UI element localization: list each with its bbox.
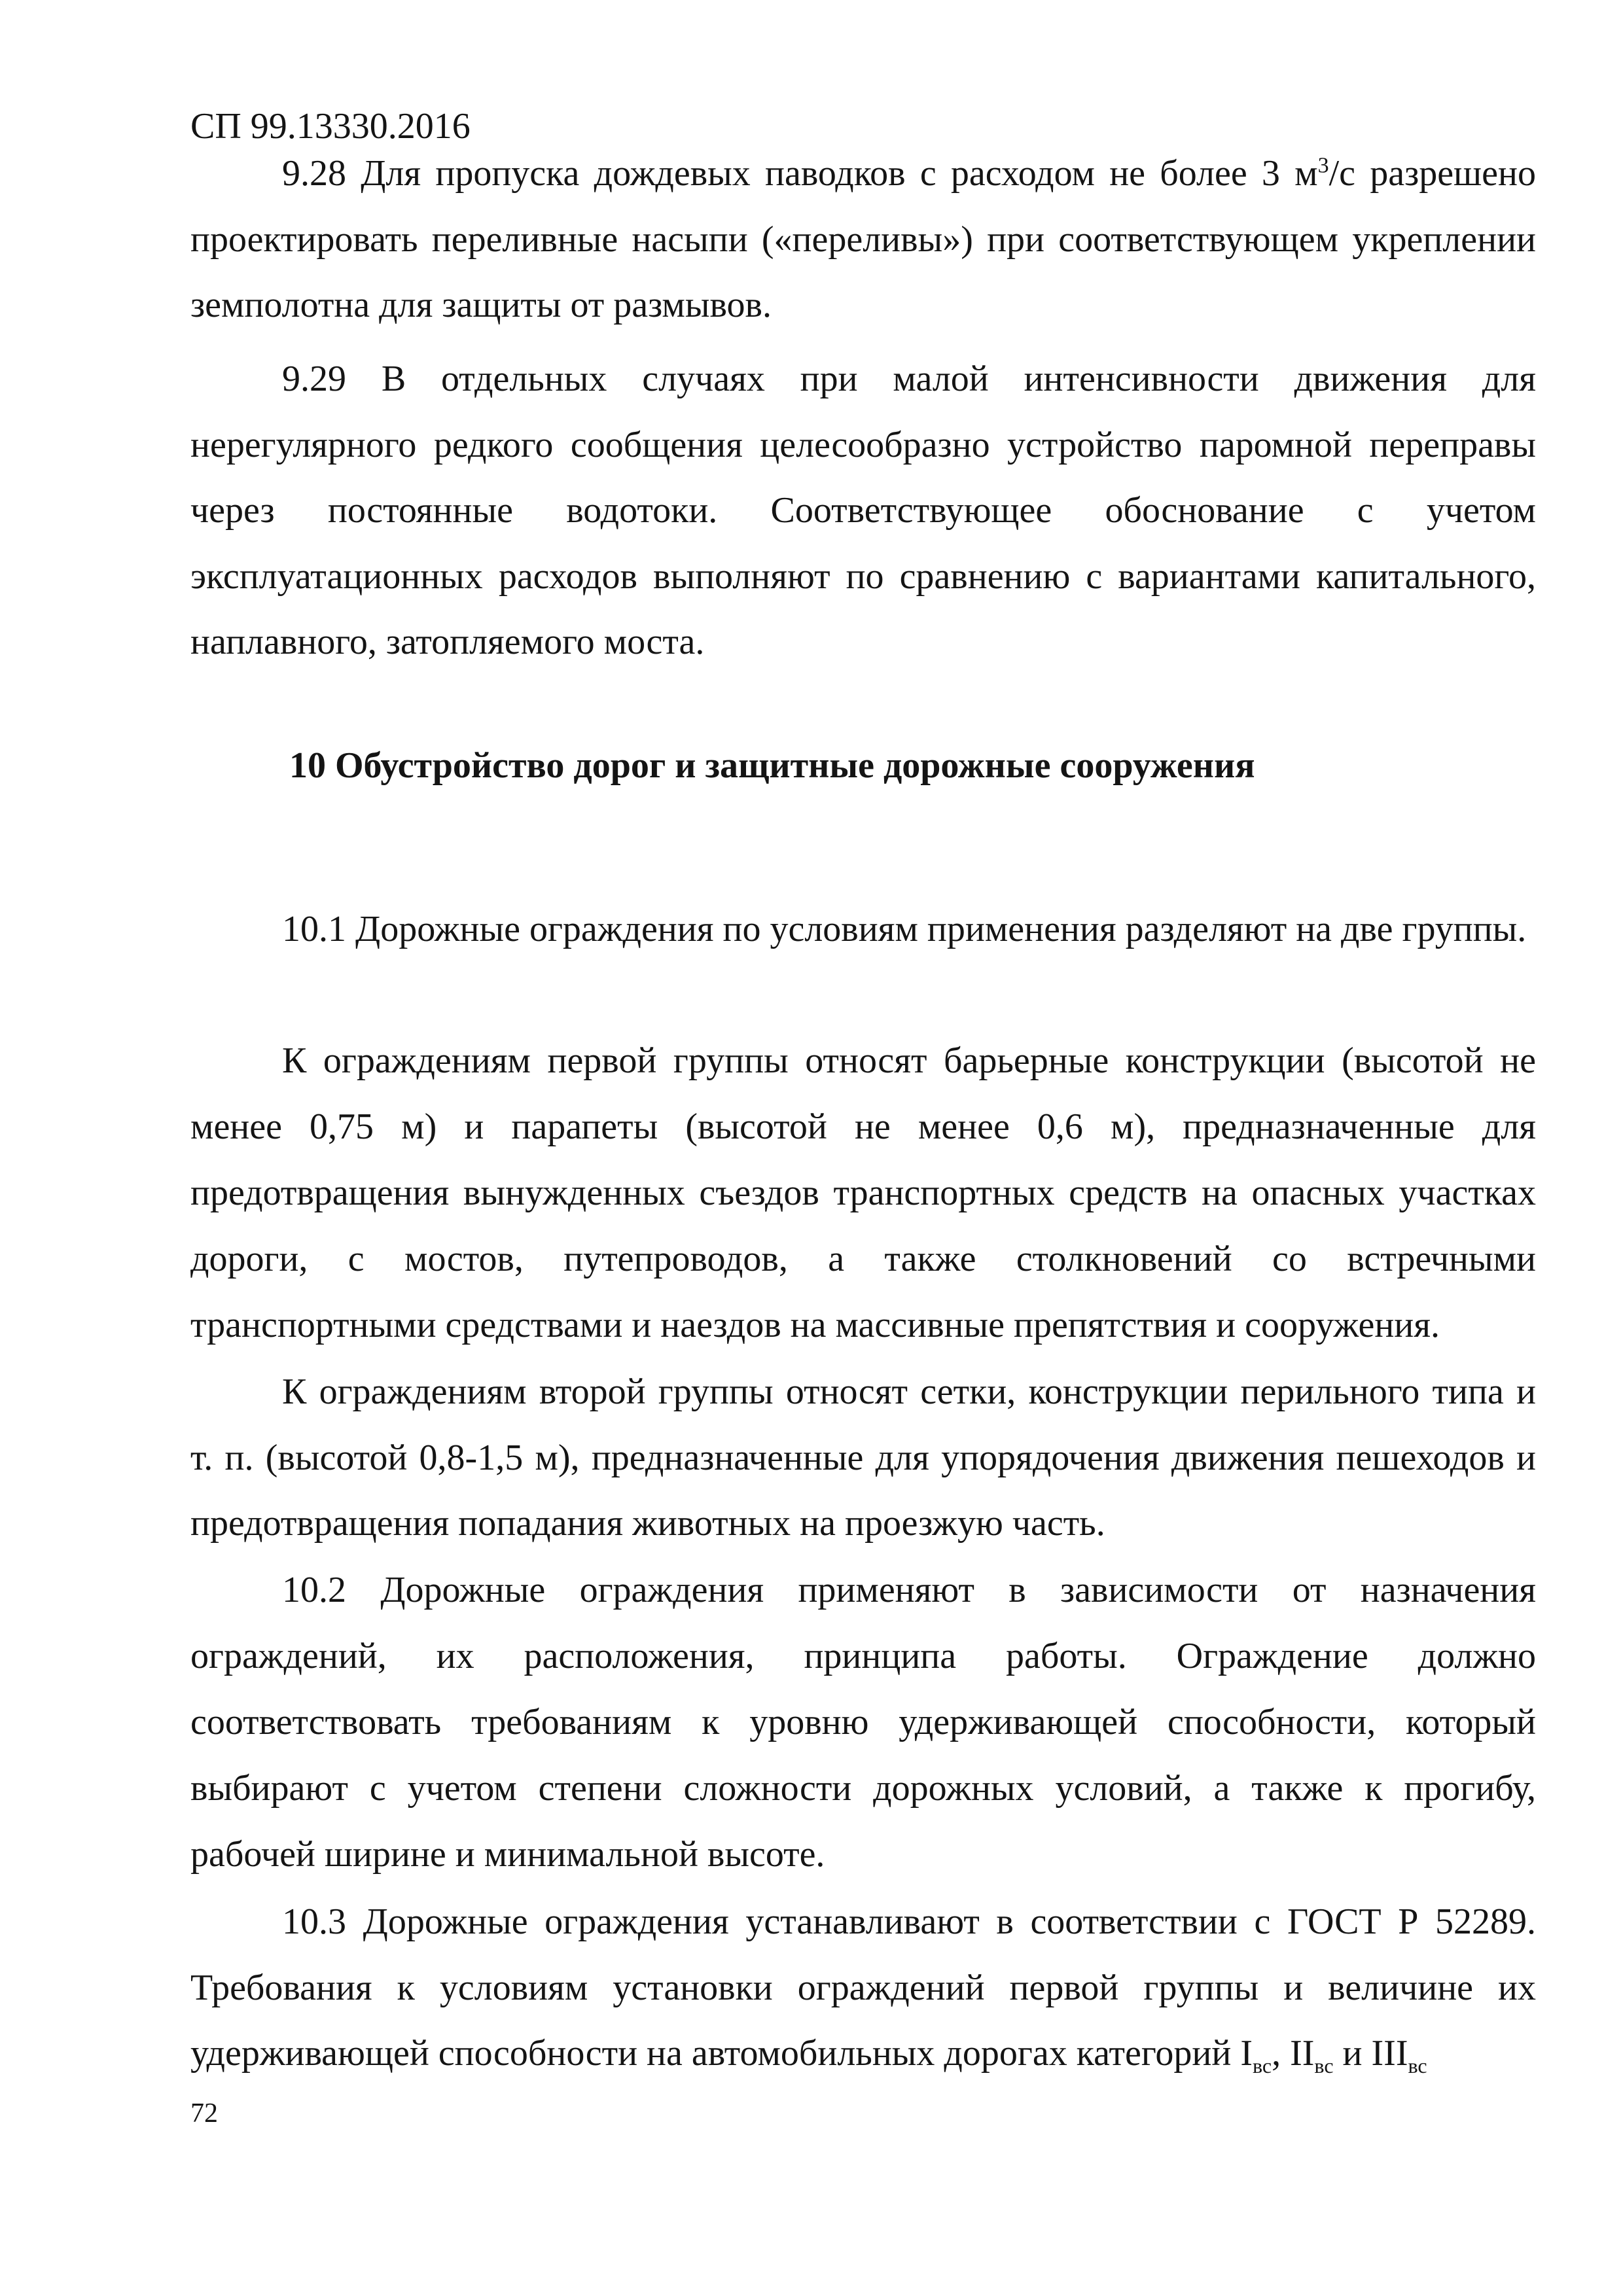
document-code: СП 99.13330.2016 [190, 106, 471, 147]
paragraph-10-3 [190, 1889, 1536, 2087]
paragraph-10-3-text: 10.3 Дорожные ограждения устанавливают в соответствии с ГОСТ Р 52289. Требования к условиям установки ограждений первой группы и величине их удерживающей способности на автомобильных дорогах категорий [190, 1901, 1536, 2074]
paragraph-10-2-block [190, 1557, 1536, 1888]
category-1-subscript: вс [1253, 2054, 1272, 2078]
paragraph-group-2: К ограждениям второй группы относят сетки, конструкции перильного типа и т. п. (высотой 0,8-1,5 м), предназначенные для упорядочения движения пешеходов и предотвращения попадания животных на проезжую часть. [190, 1371, 1536, 1544]
paragraph-9-28 [190, 141, 1536, 338]
page-number: 72 [190, 2098, 218, 2128]
category-separator-2: и [1333, 2033, 1372, 2074]
paragraph-group-1: К ограждениям первой группы относят барьерные конструкции (высотой не менее 0,75 м) и парапеты (высотой не менее 0,6 м), предназначенные для предотвращения вынужденных съездов транспортных средств на опасных участках дороги, с мостов, путепроводов, а также столкновений со встречными транспортными средствами и наездов на массивные препятствия и сооружения. [190, 1040, 1536, 1345]
paragraph-group-2-block [190, 1359, 1536, 1557]
paragraph-9-29-block [190, 346, 1536, 675]
section-10-heading: 10 Обустройство дорог и защитные дорожные сооружения [289, 745, 1255, 786]
category-1: I [1240, 2033, 1253, 2074]
paragraph-9-29: 9.29 В отдельных случаях при малой интенсивности движения для нерегулярного редкого сообщения целесообразно устройство паромной переправы через постоянные водотоки. Соответствующее обоснование с учетом эксплуатационных расходов выполняют по сравнению с вариантами капитального, наплавного, затопляемого моста. [190, 359, 1536, 662]
paragraph-10-1: 10.1 Дорожные ограждения по условиям применения разделяют на две группы. [282, 909, 1527, 949]
paragraph-9-28-text-end: /с разрешено проектировать переливные насыпи («переливы») при соответствующем укреплении земполотна для защиты от размывов. [190, 153, 1536, 325]
paragraph-9-28-block [190, 141, 1536, 338]
unit-superscript: 3 [1317, 153, 1329, 178]
category-separator-1: , [1272, 2033, 1291, 2074]
category-2-subscript: вс [1314, 2054, 1334, 2078]
paragraph-group-1-block [190, 1028, 1536, 1358]
category-2: II [1290, 2033, 1315, 2074]
paragraph-10-1-block [190, 896, 1536, 963]
category-3-subscript: вс [1408, 2054, 1427, 2078]
paragraph-10-2: 10.2 Дорожные ограждения применяют в зависимости от назначения ограждений, их расположения, принципа работы. Ограждение должно соответствовать требованиям к уровню удерживающей способности, который выбирают с учетом степени сложности дорожных условий, а также к прогибу, рабочей ширине и минимальной высоте. [190, 1570, 1536, 1875]
paragraph-9-28-text-start: 9.28 Для пропуска дождевых паводков с расходом не более 3 м [282, 153, 1318, 194]
category-3: III [1371, 2033, 1408, 2074]
paragraph-10-3-block [190, 1889, 1536, 2087]
